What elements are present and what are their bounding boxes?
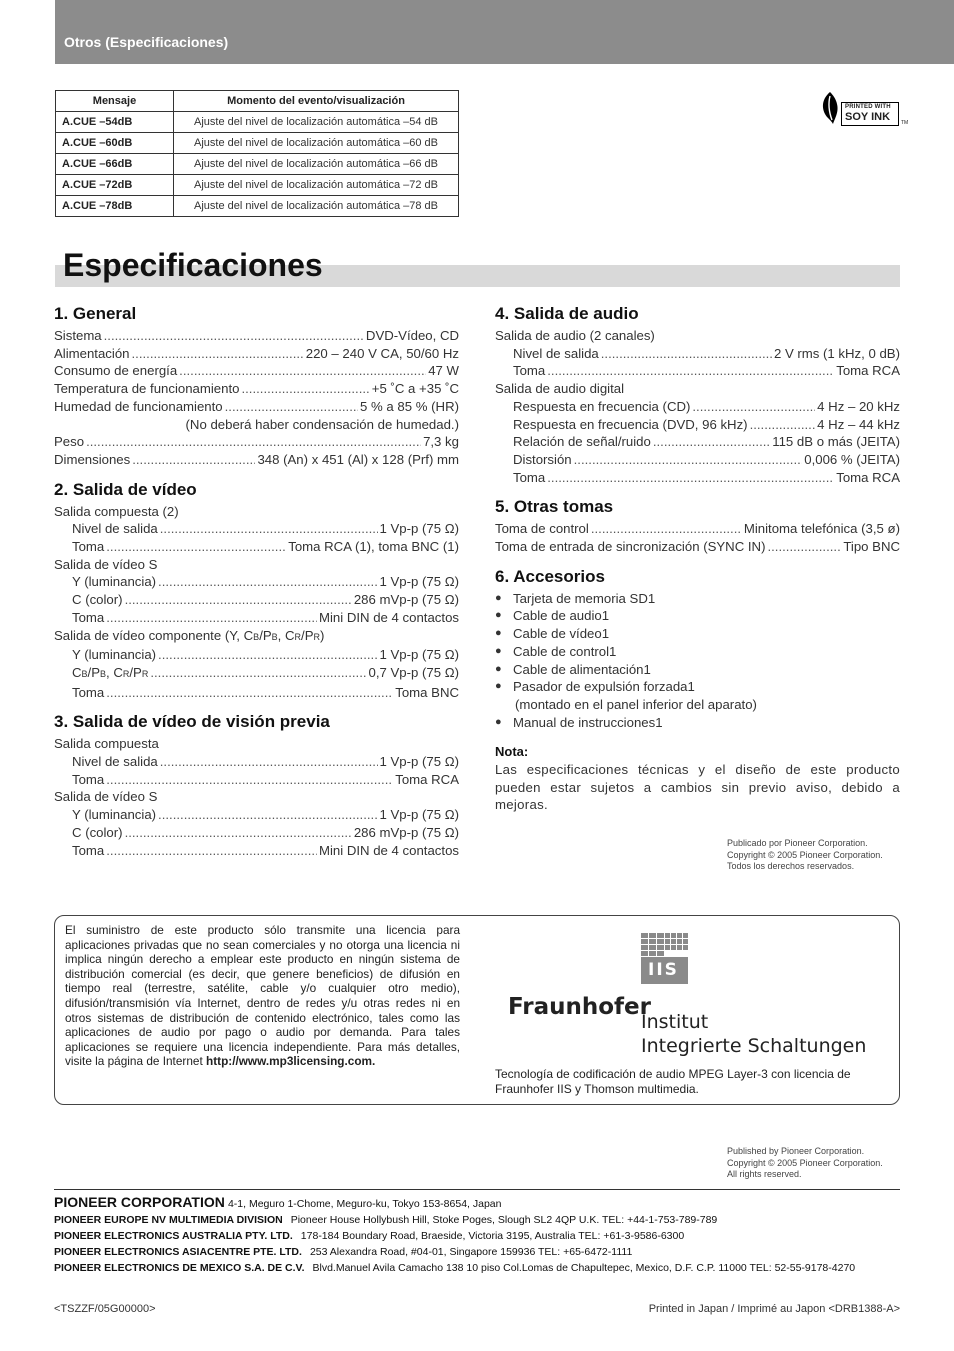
table-row — [56, 175, 459, 196]
spec-subheading: Salida de vídeo S — [54, 556, 158, 572]
spec-row: Toma ..... Mini DIN de 4 contactos — [54, 842, 459, 860]
section-accessories — [495, 567, 900, 814]
header-title: Otros (Especificaciones) — [64, 34, 229, 50]
table-cell: Ajuste del nivel de localización automática –66 dB — [174, 154, 459, 175]
soy-ink-text: PRINTED WITH — [845, 104, 891, 110]
table-cell: A.CUE –60dB — [56, 133, 174, 154]
spec-column-right — [495, 304, 900, 825]
spec-row: Toma de control ..... Minitoma telefónica (3,5 ø) — [495, 520, 900, 538]
table-header: Mensaje — [56, 91, 174, 112]
table-header: Momento del evento/visualización — [174, 91, 459, 112]
table-row — [56, 154, 459, 175]
list-item: ● Cable de control 1 — [495, 643, 617, 659]
corp-office: PIONEER EUROPE NV MULTIMEDIA DIVISION Pioneer House Hollybush Hill, Stoke Poges, Slough SL2 4QP U.K. TEL: +44-1-753-789-789 — [54, 1214, 718, 1226]
spec-subheading: Salida de audio digital — [495, 381, 625, 397]
list-item: ● Cable de alimentación 1 — [495, 661, 651, 677]
spec-row: C (color) ..... 286 mVp-p (75 Ω) — [54, 824, 459, 842]
footer-code: <TSZZF/05G00000> — [54, 1303, 156, 1315]
table-cell: Ajuste del nivel de localización automática –78 dB — [174, 196, 459, 217]
spec-row: Toma ..... Toma BNC — [54, 684, 459, 702]
list-item: ● Manual de instrucciones 1 — [495, 714, 663, 730]
spec-note: (No deberá haber condensación de humedad.) — [185, 416, 459, 432]
table-cell: A.CUE –78dB — [56, 196, 174, 217]
section-heading: 2. Salida de vídeo — [54, 479, 197, 499]
corporate-addresses — [54, 1194, 914, 1276]
spec-row: Toma ..... Mini DIN de 4 contactos — [54, 609, 459, 627]
spec-row: Relación de señal/ruido ..... 115 dB o más (JEITA) — [495, 433, 900, 451]
spec-row: C (color) ..... 286 mVp-p (75 Ω) — [54, 591, 459, 609]
soy-ink-box — [841, 102, 899, 126]
table-cell: Ajuste del nivel de localización automática –54 dB — [174, 112, 459, 133]
section-general — [54, 304, 459, 469]
soy-leaf-icon — [819, 90, 841, 126]
spec-row: CB/PB, CR/PR ..... 0,7 Vp-p (75 Ω) — [54, 664, 459, 684]
spec-subheading: Salida compuesta (2) — [54, 503, 179, 519]
table-cell: A.CUE –66dB — [56, 154, 174, 175]
table-row — [56, 133, 459, 154]
table-cell: A.CUE –72dB — [56, 175, 174, 196]
section-heading: 1. General — [54, 304, 137, 323]
corp-office: PIONEER ELECTRONICS DE MEXICO S.A. DE C.V. Blvd.Manuel Avila Camacho 138 10 piso Col.Lomas de Chapultepec, Mexico, D.F. C.P. 11000 TEL: 52-55-9178-4270 — [54, 1262, 856, 1274]
license-box — [54, 915, 900, 1105]
soy-ink-text: SOY INK — [845, 111, 891, 123]
divider — [54, 1189, 900, 1190]
table-cell: A.CUE –54dB — [56, 112, 174, 133]
institut-text: Institut Integrierte Schaltungen — [641, 1011, 867, 1057]
section-audio-output — [495, 304, 900, 486]
section-other-jacks — [495, 497, 900, 555]
table-row — [56, 196, 459, 217]
list-item-note: (montado en el panel inferior del aparato) — [515, 696, 757, 712]
message-table — [55, 90, 459, 217]
spec-subheading: Salida de audio (2 canales) — [495, 328, 655, 343]
header-bar — [55, 0, 954, 64]
spec-row: Respuesta en frecuencia (CD) ..... 4 Hz – 20 kHz — [495, 398, 900, 416]
spec-subheading: Salida de vídeo componente (Y, CB/PB, CR/PR) — [54, 627, 325, 643]
list-item: ● Pasador de expulsión forzada 1 — [495, 679, 695, 695]
spec-subheading: Salida de vídeo S — [54, 789, 158, 805]
soy-ink-logo — [817, 90, 909, 128]
spec-row: Toma ..... Toma RCA — [495, 362, 900, 380]
table-cell: Ajuste del nivel de localización automática –60 dB — [174, 133, 459, 154]
license-text: El suministro de este producto sólo transmite una licencia para aplicaciones privadas que no sean comerciales y no otorga una licencia ni implica ningún derecho a emplear este producto en ningún sistema de distribución comercial (es decir, que genere beneficios) de difusión en tiempo real (terrestre, satélite, cable y/o cualquier otro medio), difusión/transmisión vía Internet, dentro de redes y/u otras redes ni en otros sistemas de distribución de contenido electrónico, tales como las aplicaciones de audio por pago o audio por demanda. Para tales aplicaciones se requiere una licencia independiente. Para más detalles, visite la página de Internet http://www.mp3licensing.com. — [65, 923, 460, 1069]
publisher-note-en: Published by Pioneer Corporation. Copyright © 2005 Pioneer Corporation. All rights reserved. — [727, 1146, 883, 1179]
spec-row: Distorsión ..... 0,006 % (JEITA) — [495, 451, 900, 469]
license-url[interactable]: http://www.mp3licensing.com. — [206, 1054, 376, 1069]
table-cell: Ajuste del nivel de localización automática –72 dB — [174, 175, 459, 196]
corp-main: PIONEER CORPORATION 4-1, Meguro 1-Chome, Meguro-ku, Tokyo 153-8654, Japan — [54, 1194, 502, 1210]
spec-row: Y (luminancia) ..... 1 Vp-p (75 Ω) — [54, 806, 459, 824]
spec-row: Toma ..... Toma RCA — [54, 771, 459, 789]
list-item: ● Cable de audio 1 — [495, 608, 610, 624]
table-row — [56, 112, 459, 133]
trademark-mark: TM — [901, 120, 909, 126]
spec-row: Toma de entrada de sincronización (SYNC IN) ..... Tipo BNC — [495, 538, 900, 556]
section-heading: 3. Salida de vídeo de visión previa — [54, 712, 330, 732]
spec-subheading: Salida compuesta — [54, 736, 159, 752]
spec-column-left — [54, 304, 459, 870]
note-text: Las especificaciones técnicas y el diseño de este producto pueden estar sujetos a cambios sin previo aviso, debido a mejoras. — [495, 762, 900, 813]
page-title: Especificaciones — [63, 247, 323, 283]
corp-office: PIONEER ELECTRONICS ASIACENTRE PTE. LTD. 253 Alexandra Road, #04-01, Singapore 159936 TEL: +65-6472-1111 — [54, 1246, 633, 1258]
fraunhofer-wordmark: Fraunhofer — [508, 994, 651, 1020]
corp-office: PIONEER ELECTRONICS AUSTRALIA PTY. LTD. 178-184 Boundary Road, Braeside, Victoria 3195, Australia TEL: +61-3-9586-6300 — [54, 1230, 685, 1242]
section-heading: 5. Otras tomas — [495, 497, 614, 517]
publisher-note-es: Publicado por Pioneer Corporation. Copyright © 2005 Pioneer Corporation. Todos los derechos reservados. — [727, 838, 883, 871]
footer-printed: Printed in Japan / Imprimé au Japon <DRB1388-A> — [648, 1303, 900, 1315]
spec-row: Y (luminancia) ..... 1 Vp-p (75 Ω) — [54, 573, 459, 591]
spec-row: Nivel de salida ..... 1 Vp-p (75 Ω) — [54, 753, 459, 771]
spec-row: Respuesta en frecuencia (DVD, 96 kHz) ..... 4 Hz – 44 kHz — [495, 416, 900, 434]
list-item: ● Tarjeta de memoria SD 1 — [495, 590, 656, 606]
spec-row: Sistema ..... DVD-Vídeo, CD — [54, 327, 459, 345]
spec-row: Dimensiones ..... 348 (An) x 451 (Al) x 128 (Prf) mm — [54, 451, 459, 469]
spec-row: Humedad de funcionamiento ..... 5 % a 85 % (HR) — [54, 398, 459, 416]
spec-row: Peso ..... 7,3 kg — [54, 433, 459, 451]
spec-row: Alimentación ..... 220 – 240 V CA, 50/60 Hz — [54, 345, 459, 363]
spec-row: Nivel de salida ..... 1 Vp-p (75 Ω) — [54, 520, 459, 538]
spec-row: Temperatura de funcionamiento ..... +5 ˚C a +35 ˚C — [54, 380, 459, 398]
section-preview-output — [54, 712, 459, 859]
note-heading: Nota: — [495, 744, 529, 760]
section-heading: 4. Salida de audio — [495, 304, 639, 323]
section-video-output — [54, 480, 459, 702]
iis-label: IIS — [648, 960, 679, 980]
spec-row: Toma ..... Toma RCA — [495, 469, 900, 487]
section-heading: 6. Accesorios — [495, 566, 605, 586]
mp3-tech-note: Tecnología de codificación de audio MPEG Layer-3 con licencia de Fraunhofer IIS y Thomson multimedia. — [495, 1067, 851, 1096]
spec-row: Nivel de salida ..... 2 V rms (1 kHz, 0 dB) — [495, 345, 900, 363]
spec-row: Consumo de energía ..... 47 W — [54, 362, 459, 380]
list-item: ● Cable de vídeo 1 — [495, 626, 610, 642]
spec-row: Y (luminancia) ..... 1 Vp-p (75 Ω) — [54, 646, 459, 664]
spec-row: Toma ..... Toma RCA (1), toma BNC (1) — [54, 538, 459, 556]
